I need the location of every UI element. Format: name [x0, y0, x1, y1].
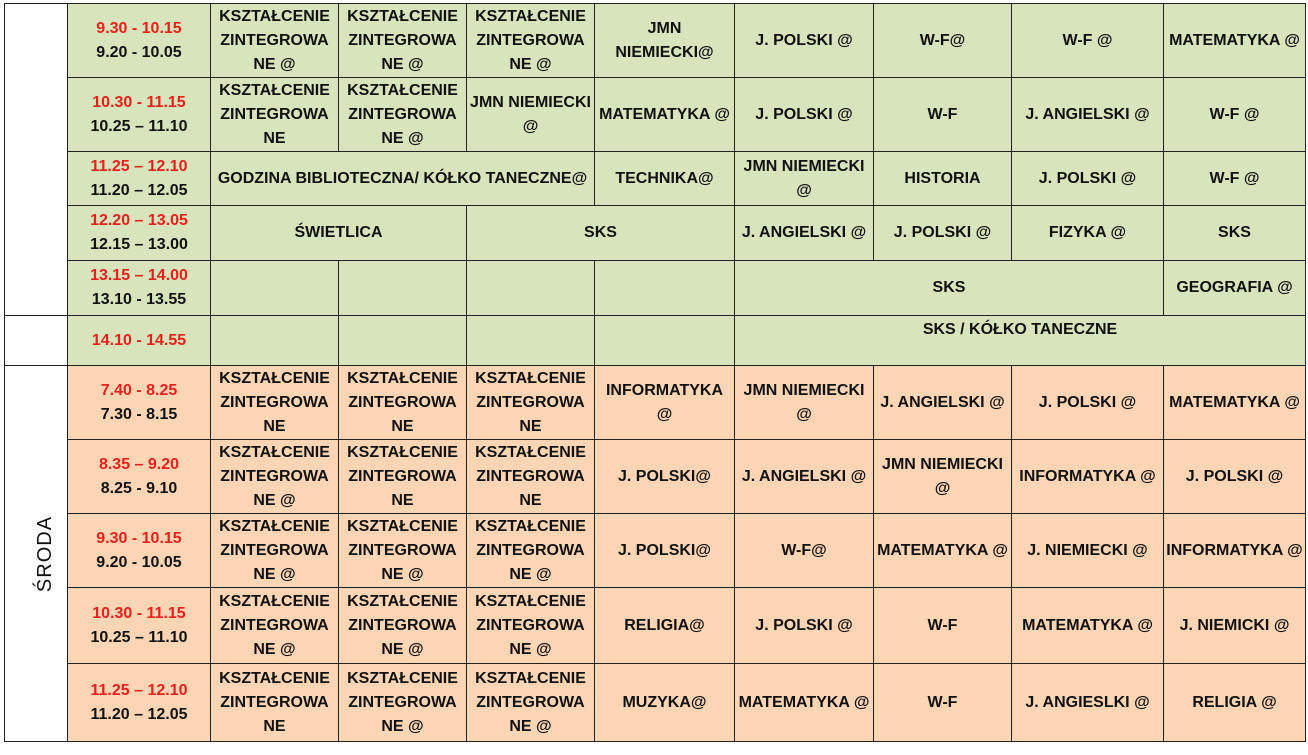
lesson-cell: KSZTAŁCENIE ZINTEGROWA NE @: [339, 514, 467, 588]
lesson-cell: JMN NIEMIECKI @: [735, 366, 874, 440]
lesson-cell: J. NIEMICKI @: [1164, 588, 1306, 664]
time-cell: 7.40 - 8.25 7.30 - 8.15: [68, 366, 211, 440]
lesson-cell: J. ANGIELSKI @: [874, 366, 1012, 440]
lesson-cell: KSZTAŁCENIE ZINTEGROWA NE: [467, 440, 595, 514]
lesson-cell: W-F@: [735, 514, 874, 588]
lesson-cell: JMN NIEMIECKI @: [467, 78, 595, 152]
lesson-cell: [211, 316, 339, 366]
time-cell: 12.20 – 13.05 12.15 – 13.00: [68, 206, 211, 261]
lesson-cell: J. POLSKI @: [1164, 440, 1306, 514]
lesson-cell: KSZTAŁCENIE ZINTEGROWA NE @: [467, 588, 595, 664]
lesson-cell: J. NIEMIECKI @: [1012, 514, 1164, 588]
table-row: [5, 206, 1306, 261]
lesson-cell: SKS: [467, 206, 735, 261]
lesson-cell: GODZINA BIBLIOTECZNA/ KÓŁKO TANECZNE@: [211, 152, 595, 206]
lesson-cell: KSZTAŁCENIE ZINTEGROWA NE @: [467, 514, 595, 588]
table-row: [5, 261, 1306, 316]
lesson-cell: JMN NIEMIECKI @: [874, 440, 1012, 514]
lesson-cell: MATEMATYKA @: [1012, 588, 1164, 664]
lesson-cell: [467, 261, 595, 316]
lesson-cell: MATEMATYKA @: [874, 514, 1012, 588]
lesson-cell: J. POLSKI @: [735, 4, 874, 78]
time-cell: 10.30 - 11.15 10.25 – 11.10: [68, 78, 211, 152]
lesson-cell: J. POLSKI@: [595, 440, 735, 514]
lesson-cell: J. POLSKI@: [595, 514, 735, 588]
lesson-cell: ŚWIETLICA: [211, 206, 467, 261]
table-row: [5, 588, 1306, 664]
lesson-cell: W-F @: [1164, 152, 1306, 206]
lesson-cell: KSZTAŁCENIE ZINTEGROWA NE @: [211, 588, 339, 664]
lesson-cell: [595, 316, 735, 366]
lesson-cell: W-F: [874, 588, 1012, 664]
lesson-cell: KSZTAŁCENIE ZINTEGROWA NE @: [467, 4, 595, 78]
lesson-cell: KSZTAŁCENIE ZINTEGROWA NE: [211, 664, 339, 742]
table-row: [5, 4, 1306, 78]
lesson-cell: TECHNIKA@: [595, 152, 735, 206]
lesson-cell: RELIGIA @: [1164, 664, 1306, 742]
lesson-cell: FIZYKA @: [1012, 206, 1164, 261]
lesson-cell: J. ANGIELSKI @: [1012, 78, 1164, 152]
lesson-cell: [211, 261, 339, 316]
lesson-cell: MATEMATYKA @: [595, 78, 735, 152]
table-row: [5, 514, 1306, 588]
lesson-cell: [339, 316, 467, 366]
lesson-cell: J. POLSKI @: [1012, 152, 1164, 206]
lesson-cell: J. POLSKI @: [1012, 366, 1164, 440]
lesson-cell: W-F@: [874, 4, 1012, 78]
lesson-cell: J. POLSKI @: [735, 588, 874, 664]
lesson-cell: KSZTAŁCENIE ZINTEGROWA NE: [211, 366, 339, 440]
time-cell: 14.10 - 14.55: [68, 316, 211, 366]
lesson-cell: KSZTAŁCENIE ZINTEGROWA NE @: [211, 440, 339, 514]
lesson-cell: KSZTAŁCENIE ZINTEGROWA NE @: [339, 78, 467, 152]
table-row: [5, 78, 1306, 152]
lesson-cell: SKS: [1164, 206, 1306, 261]
lesson-cell: W-F: [874, 664, 1012, 742]
lesson-cell: KSZTAŁCENIE ZINTEGROWA NE @: [339, 4, 467, 78]
lesson-cell: JMN NIEMIECKI@: [595, 4, 735, 78]
table-row: [5, 366, 1306, 440]
lesson-cell: W-F @: [1012, 4, 1164, 78]
lesson-cell: KSZTAŁCENIE ZINTEGROWA NE @: [339, 588, 467, 664]
lesson-cell: KSZTAŁCENIE ZINTEGROWA NE @: [339, 664, 467, 742]
lesson-cell: [595, 261, 735, 316]
lesson-cell: JMN NIEMIECKI @: [735, 152, 874, 206]
table-row: [5, 316, 1306, 366]
time-cell: 8.35 – 9.20 8.25 - 9.10: [68, 440, 211, 514]
time-cell: 10.30 - 11.15 10.25 – 11.10: [68, 588, 211, 664]
table-row: [5, 664, 1306, 742]
lesson-cell: GEOGRAFIA @: [1164, 261, 1306, 316]
table-row: [5, 440, 1306, 514]
table-row: [5, 152, 1306, 206]
lesson-cell: SKS / KÓŁKO TANECZNE: [735, 316, 1306, 366]
lesson-cell: J. POLSKI @: [874, 206, 1012, 261]
lesson-cell: MATEMATYKA @: [735, 664, 874, 742]
time-cell: 9.30 - 10.15 9.20 - 10.05: [68, 4, 211, 78]
lesson-cell: MUZYKA@: [595, 664, 735, 742]
lesson-cell: HISTORIA: [874, 152, 1012, 206]
day-cell-blank: [5, 316, 68, 366]
lesson-cell: J. ANGIELSKI @: [735, 440, 874, 514]
lesson-cell: SKS: [735, 261, 1164, 316]
lesson-cell: W-F: [874, 78, 1012, 152]
lesson-cell: [467, 316, 595, 366]
lesson-cell: J. POLSKI @: [735, 78, 874, 152]
lesson-cell: KSZTAŁCENIE ZINTEGROWA NE @: [211, 4, 339, 78]
lesson-cell: J. ANGIESLKI @: [1012, 664, 1164, 742]
day-label-cell: [5, 366, 68, 742]
lesson-cell: INFORMATYKA @: [595, 366, 735, 440]
lesson-cell: KSZTAŁCENIE ZINTEGROWA NE @: [211, 514, 339, 588]
lesson-cell: KSZTAŁCENIE ZINTEGROWA NE: [339, 366, 467, 440]
day-label: ŚRODA: [34, 515, 57, 592]
lesson-cell: J. ANGIELSKI @: [735, 206, 874, 261]
lesson-cell: KSZTAŁCENIE ZINTEGROWA NE: [467, 366, 595, 440]
lesson-cell: KSZTAŁCENIE ZINTEGROWA NE: [211, 78, 339, 152]
lesson-cell: RELIGIA@: [595, 588, 735, 664]
time-cell: 13.15 – 14.00 13.10 - 13.55: [68, 261, 211, 316]
lesson-cell: KSZTAŁCENIE ZINTEGROWA NE: [339, 440, 467, 514]
lesson-cell: MATEMATYKA @: [1164, 366, 1306, 440]
time-cell: 11.25 – 12.10 11.20 – 12.05: [68, 152, 211, 206]
time-cell: 11.25 – 12.10 11.20 – 12.05: [68, 664, 211, 742]
lesson-cell: INFORMATYKA @: [1012, 440, 1164, 514]
day-cell-blank: [5, 4, 68, 316]
time-cell: 9.30 - 10.15 9.20 - 10.05: [68, 514, 211, 588]
lesson-cell: KSZTAŁCENIE ZINTEGROWA NE @: [467, 664, 595, 742]
timetable: [4, 3, 1306, 742]
lesson-cell: W-F @: [1164, 78, 1306, 152]
lesson-cell: MATEMATYKA @: [1164, 4, 1306, 78]
lesson-cell: INFORMATYKA @: [1164, 514, 1306, 588]
lesson-cell: [339, 261, 467, 316]
